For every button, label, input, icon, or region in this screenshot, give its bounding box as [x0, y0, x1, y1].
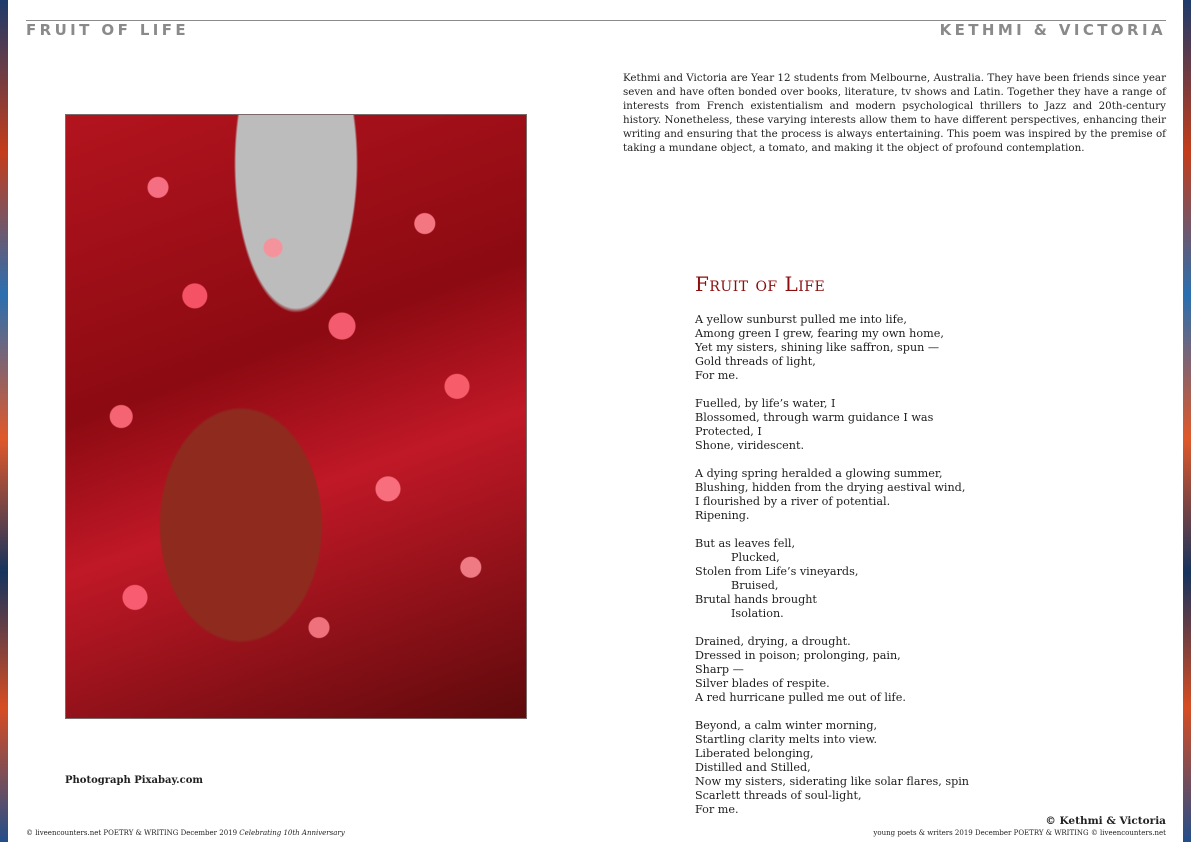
magazine-page	[8, 0, 1183, 842]
poem-line: Liberated belonging,	[695, 747, 814, 760]
poem-line: A red hurricane pulled me out of life.	[695, 691, 906, 704]
author-bio: Kethmi and Victoria are Year 12 students from Melbourne, Australia. They have been friends since year seven and have often bonded over books, literature, tv shows and Latin. Together they have a range of interests from French existentialism and modern psychological thrillers to Jazz and 20th-century history. Nonetheless, these varying interests allow them to have different perspectives, enhancing their writing and ensuring that the process is always entertaining. This poem was inspired by the premise of taking a mundane object, a tomato, and making it the object of profound contemplation.	[623, 72, 1166, 154]
footer-left	[26, 829, 345, 837]
pomegranate-photo	[65, 114, 527, 719]
footer-left-text: © liveencounters.net POETRY & WRITING December 2019	[26, 829, 240, 837]
stanza	[695, 467, 1115, 523]
poem-line: Sharp —	[695, 663, 744, 676]
poem-line: Dressed in poison; prolonging, pain,	[695, 649, 901, 662]
poem-line: Brutal hands brought	[695, 593, 817, 606]
poem-line: Drained, drying, a drought.	[695, 635, 851, 648]
poem-line: Now my sisters, siderating like solar flares, spin	[695, 775, 970, 788]
poem-line: A dying spring heralded a glowing summer,	[695, 467, 943, 480]
poem-line: Stolen from Life’s vineyards,	[695, 565, 859, 578]
poem-line: Shone, viridescent.	[695, 439, 805, 452]
poem-line: Ripening.	[695, 509, 750, 522]
poem-line: Plucked,	[731, 551, 780, 564]
poem-line: Protected, I	[695, 425, 762, 438]
poem-line: Bruised,	[731, 579, 779, 592]
poem-line: Isolation.	[731, 607, 784, 620]
header-author-names: KETHMI & VICTORIA	[939, 21, 1166, 39]
poem-copyright: © Kethmi & Victoria	[1045, 815, 1166, 827]
poem-line: For me.	[695, 803, 739, 816]
header-section-title: FRUIT OF LIFE	[26, 21, 190, 39]
poem-line: Fuelled, by life’s water, I	[695, 397, 836, 410]
decorative-left-edge	[0, 0, 8, 842]
stanza	[695, 719, 1115, 817]
poem-body	[695, 313, 1115, 831]
poem-line: I flourished by a river of potential.	[695, 495, 891, 508]
stanza	[695, 313, 1115, 383]
poem-line: Blossomed, through warm guidance I was	[695, 411, 934, 424]
photo-credit: Photograph Pixabay.com	[65, 775, 203, 786]
poem-line: Yet my sisters, shining like saffron, spun —	[695, 341, 940, 354]
stanza	[695, 397, 1115, 453]
poem-title: Fruit of Life	[695, 272, 826, 296]
poem-line: Silver blades of respite.	[695, 677, 830, 690]
poem-line: Startling clarity melts into view.	[695, 733, 878, 746]
decorative-right-edge	[1183, 0, 1191, 842]
footer-anniversary: Celebrating 10th Anniversary	[239, 829, 345, 837]
stanza	[695, 537, 1115, 621]
poem-line: For me.	[695, 369, 739, 382]
poem-line: Among green I grew, fearing my own home,	[695, 327, 944, 340]
footer-right: young poets & writers 2019 December POETRY & WRITING © liveencounters.net	[873, 829, 1166, 837]
poem-line: A yellow sunburst pulled me into life,	[695, 313, 907, 326]
poem-line: Scarlett threads of soul-light,	[695, 789, 862, 802]
poem-line: Beyond, a calm winter morning,	[695, 719, 878, 732]
poem-line: Distilled and Stilled,	[695, 761, 811, 774]
poem-line: Blushing, hidden from the drying aestival wind,	[695, 481, 966, 494]
stanza	[695, 635, 1115, 705]
poem-line: Gold threads of light,	[695, 355, 816, 368]
poem-line: But as leaves fell,	[695, 537, 796, 550]
